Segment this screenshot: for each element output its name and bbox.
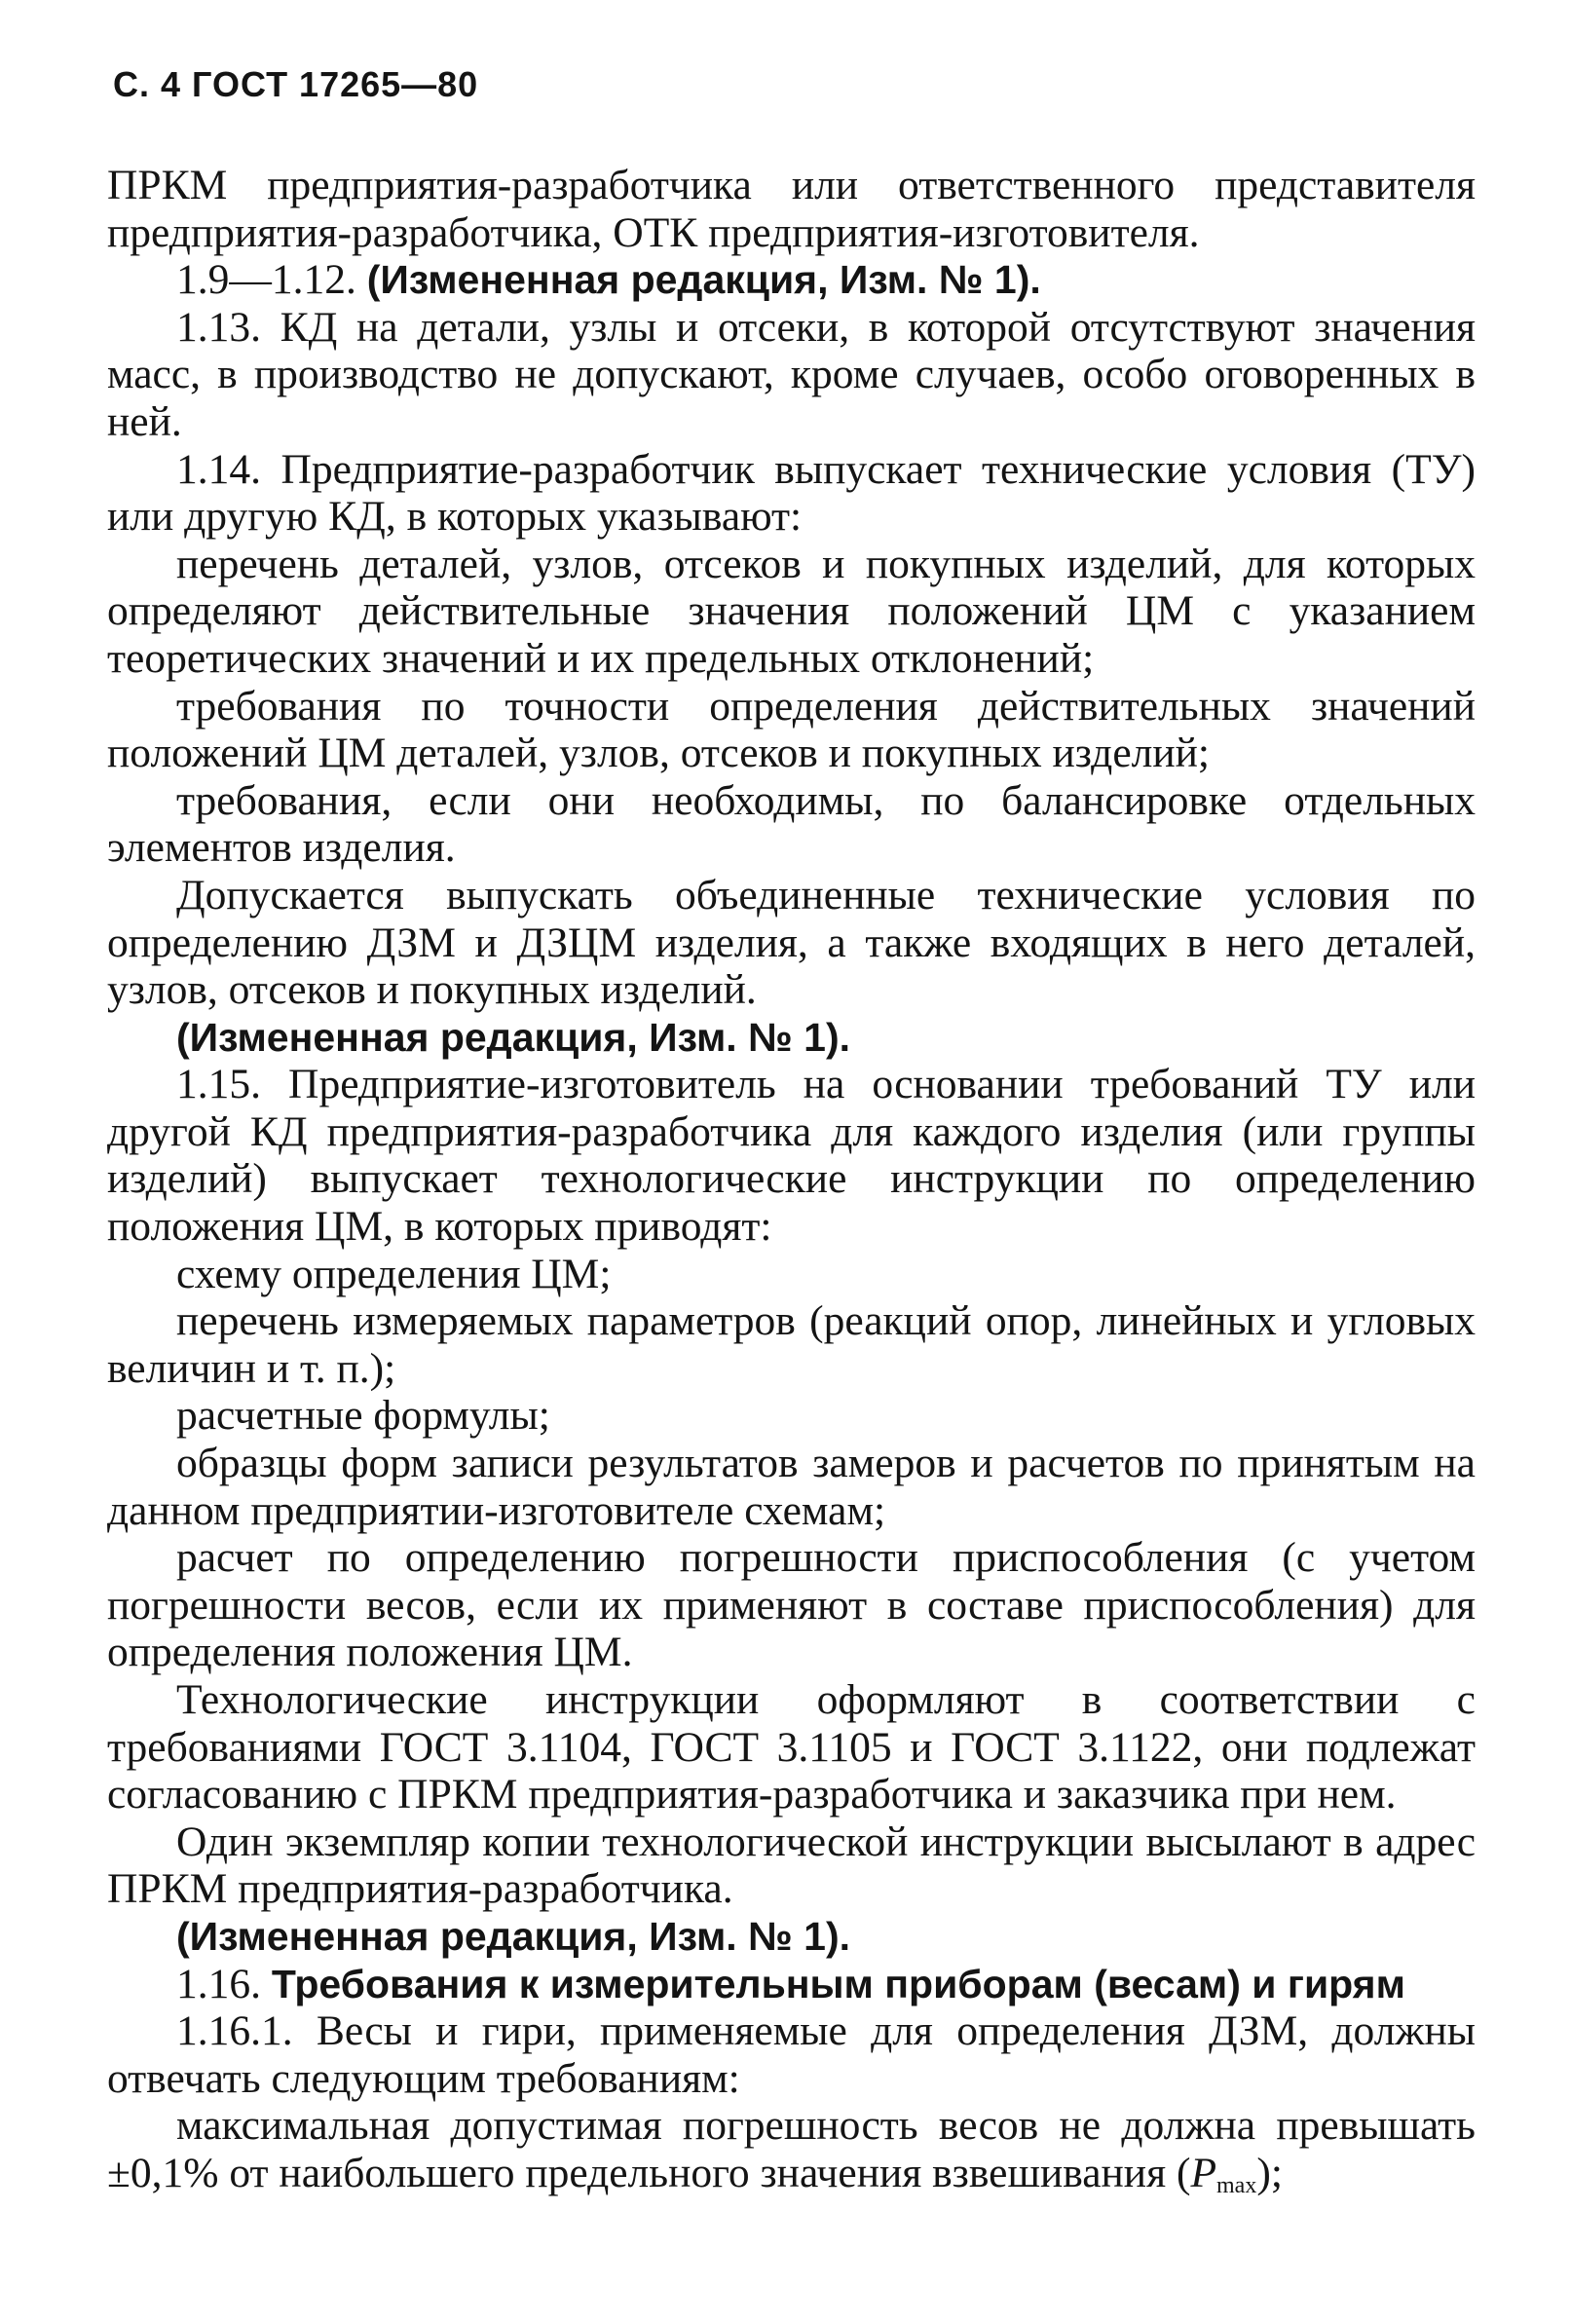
- paragraph: 1.13. КД на детали, узлы и отсеки, в которой отсутствуют значения масс, в производство не допускают, кроме случаев, особо оговоренных в ней.: [107, 303, 1476, 445]
- list-item: требования, если они необходимы, по балансировке отдельных элементов изделия.: [107, 776, 1476, 872]
- symbol-p: P: [1190, 2149, 1217, 2196]
- list-item: перечень деталей, узлов, отсеков и покупных изделий, для которых определяют действительные значения положений ЦМ с указанием теоретических значений и их предельных отклонений;: [107, 540, 1476, 682]
- list-item: перечень измеряемых параметров (реакций опор, линейных и угловых величин и т. п.);: [107, 1297, 1476, 1392]
- body-text: [107, 162, 1476, 2197]
- paragraph: 1.16.1. Весы и гири, применяемые для определения ДЗМ, должны отвечать следующим требованиям:: [107, 2007, 1476, 2102]
- clause-number: 1.9—1.12.: [176, 256, 356, 304]
- list-item: требования по точности определения действительных значений положений ЦМ деталей, узлов, отсеков и покупных изделий;: [107, 682, 1476, 777]
- paragraph: 1.14. Предприятие-разработчик выпускает технические условия (ТУ) или другую КД, в которых указывают:: [107, 445, 1476, 541]
- amendment-note: (Измененная редакция, Изм. № 1).: [366, 257, 1041, 303]
- paragraph: [107, 1913, 1476, 1961]
- symbol-subscript: max: [1216, 2172, 1257, 2198]
- list-item: образцы форм записи результатов замеров и расчетов по принятым на данном предприятии-изготовителе схемам;: [107, 1440, 1476, 1534]
- paragraph: Один экземпляр копии технологической инструкции высылают в адрес ПРКМ предприятия-разработчика.: [107, 1818, 1476, 1913]
- paragraph: Допускается выпускать объединенные технические условия по определению ДЗМ и ДЗЦМ изделия, а также входящих в него деталей, узлов, отсеков и покупных изделий.: [107, 871, 1476, 1014]
- amendment-note: (Измененная редакция, Изм. № 1).: [176, 1014, 851, 1060]
- paragraph: 1.15. Предприятие-изготовитель на основании требований ТУ или другой КД предприятия-разработчика для каждого изделия (или группы изделий) выпускает технологические инструкции по определению положения ЦМ, в которых приводят:: [107, 1061, 1476, 1251]
- text-run: );: [1256, 2149, 1283, 2196]
- paragraph: [107, 1014, 1476, 1062]
- list-item: [107, 2102, 1476, 2196]
- section-heading: [107, 1961, 1476, 2008]
- page-header: С. 4 ГОСТ 17265—80: [113, 64, 479, 104]
- clause-number: 1.16.: [176, 1960, 261, 2007]
- list-item: расчет по определению погрешности приспособления (с учетом погрешности весов, если их применяют в составе приспособления) для определения положения ЦМ.: [107, 1534, 1476, 1676]
- paragraph: Технологические инструкции оформляют в соответствии с требованиями ГОСТ 3.1104, ГОСТ 3.1105 и ГОСТ 3.1122, они подлежат согласованию с ПРКМ предприятия-разработчика и заказчика при нем.: [107, 1676, 1476, 1818]
- paragraph: [107, 256, 1476, 304]
- list-item: расчетные формулы;: [176, 1392, 550, 1440]
- text-run: максимальная допустимая погрешность весов не должна превышать ±0,1% от наибольшего предельного значения взвешивания (: [107, 2102, 1476, 2196]
- paragraph: ПРКМ предприятия-разработчика или ответственного представителя предприятия-разработчика, ОТК предприятия-изготовителя.: [107, 162, 1476, 256]
- amendment-note: (Измененная редакция, Изм. № 1).: [176, 1913, 851, 1959]
- section-title: Требования к измерительным приборам (весам) и гирям: [271, 1961, 1405, 2006]
- list-item: схему определения ЦМ;: [176, 1250, 612, 1297]
